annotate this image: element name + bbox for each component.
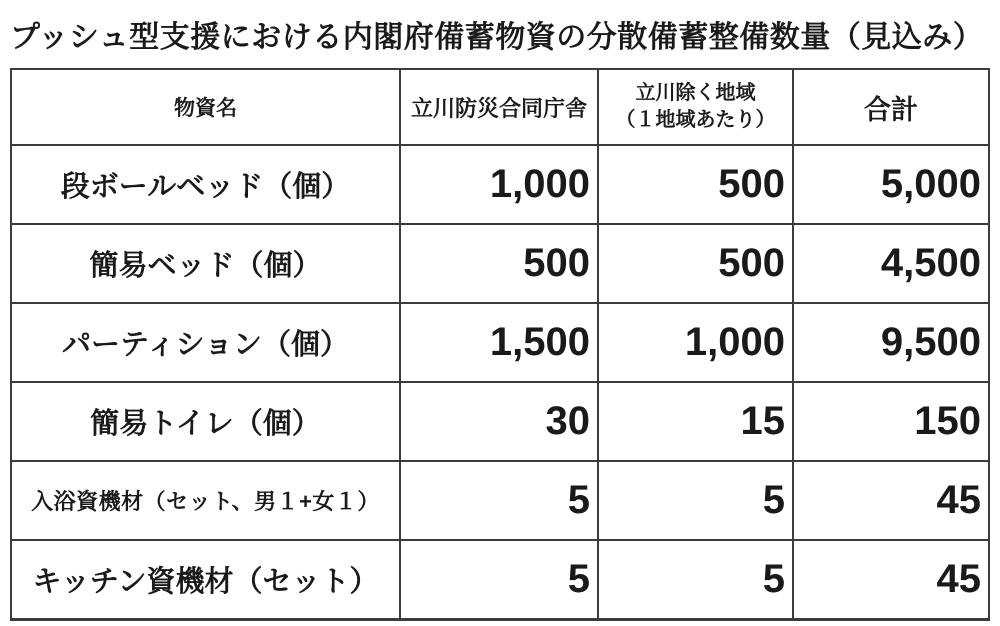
- tachikawa-value-cell: 1,000: [400, 145, 598, 224]
- column-header-region-line2: （１地域あたり）: [615, 109, 776, 131]
- column-header-tachikawa-building: 立川防災合同庁舎: [400, 69, 598, 145]
- table-row: [11, 303, 989, 382]
- table-row: [11, 224, 989, 303]
- tachikawa-value-cell: 1,500: [400, 303, 598, 382]
- total-value-cell: 45: [793, 461, 989, 540]
- column-header-regions-excluding-tachikawa: [598, 69, 793, 145]
- item-name-cell: キッチン資機材（セット）: [11, 540, 400, 619]
- stockpile-table: [10, 68, 990, 621]
- column-header-total: 合計: [793, 69, 989, 145]
- table-row: [11, 540, 989, 619]
- column-header-item-name: 物資名: [11, 69, 400, 145]
- page-title: プッシュ型支援における内閣府備蓄物資の分散備蓄整備数量（見込み）: [10, 21, 984, 54]
- table-row: [11, 382, 989, 461]
- per-region-value-cell: 5: [598, 461, 793, 540]
- item-name-cell: 簡易ベッド（個）: [11, 224, 400, 303]
- table-row: [11, 461, 989, 540]
- tachikawa-value-cell: 5: [400, 540, 598, 619]
- total-value-cell: 150: [793, 382, 989, 461]
- per-region-value-cell: 500: [598, 224, 793, 303]
- tachikawa-value-cell: 500: [400, 224, 598, 303]
- item-name-cell: 段ボールベッド（個）: [11, 145, 400, 224]
- item-name-cell: 入浴資機材（セット、男１+女１）: [11, 461, 400, 540]
- per-region-value-cell: 500: [598, 145, 793, 224]
- per-region-value-cell: 15: [598, 382, 793, 461]
- table-header-row: [11, 69, 989, 145]
- tachikawa-value-cell: 5: [400, 461, 598, 540]
- column-header-region-line1: 立川除く地域: [635, 82, 756, 104]
- tachikawa-value-cell: 30: [400, 382, 598, 461]
- total-value-cell: 4,500: [793, 224, 989, 303]
- total-value-cell: 5,000: [793, 145, 989, 224]
- per-region-value-cell: 1,000: [598, 303, 793, 382]
- item-name-cell: 簡易トイレ（個）: [11, 382, 400, 461]
- per-region-value-cell: 5: [598, 540, 793, 619]
- table-row: [11, 145, 989, 224]
- total-value-cell: 9,500: [793, 303, 989, 382]
- item-name-cell: パーティション（個）: [11, 303, 400, 382]
- total-value-cell: 45: [793, 540, 989, 619]
